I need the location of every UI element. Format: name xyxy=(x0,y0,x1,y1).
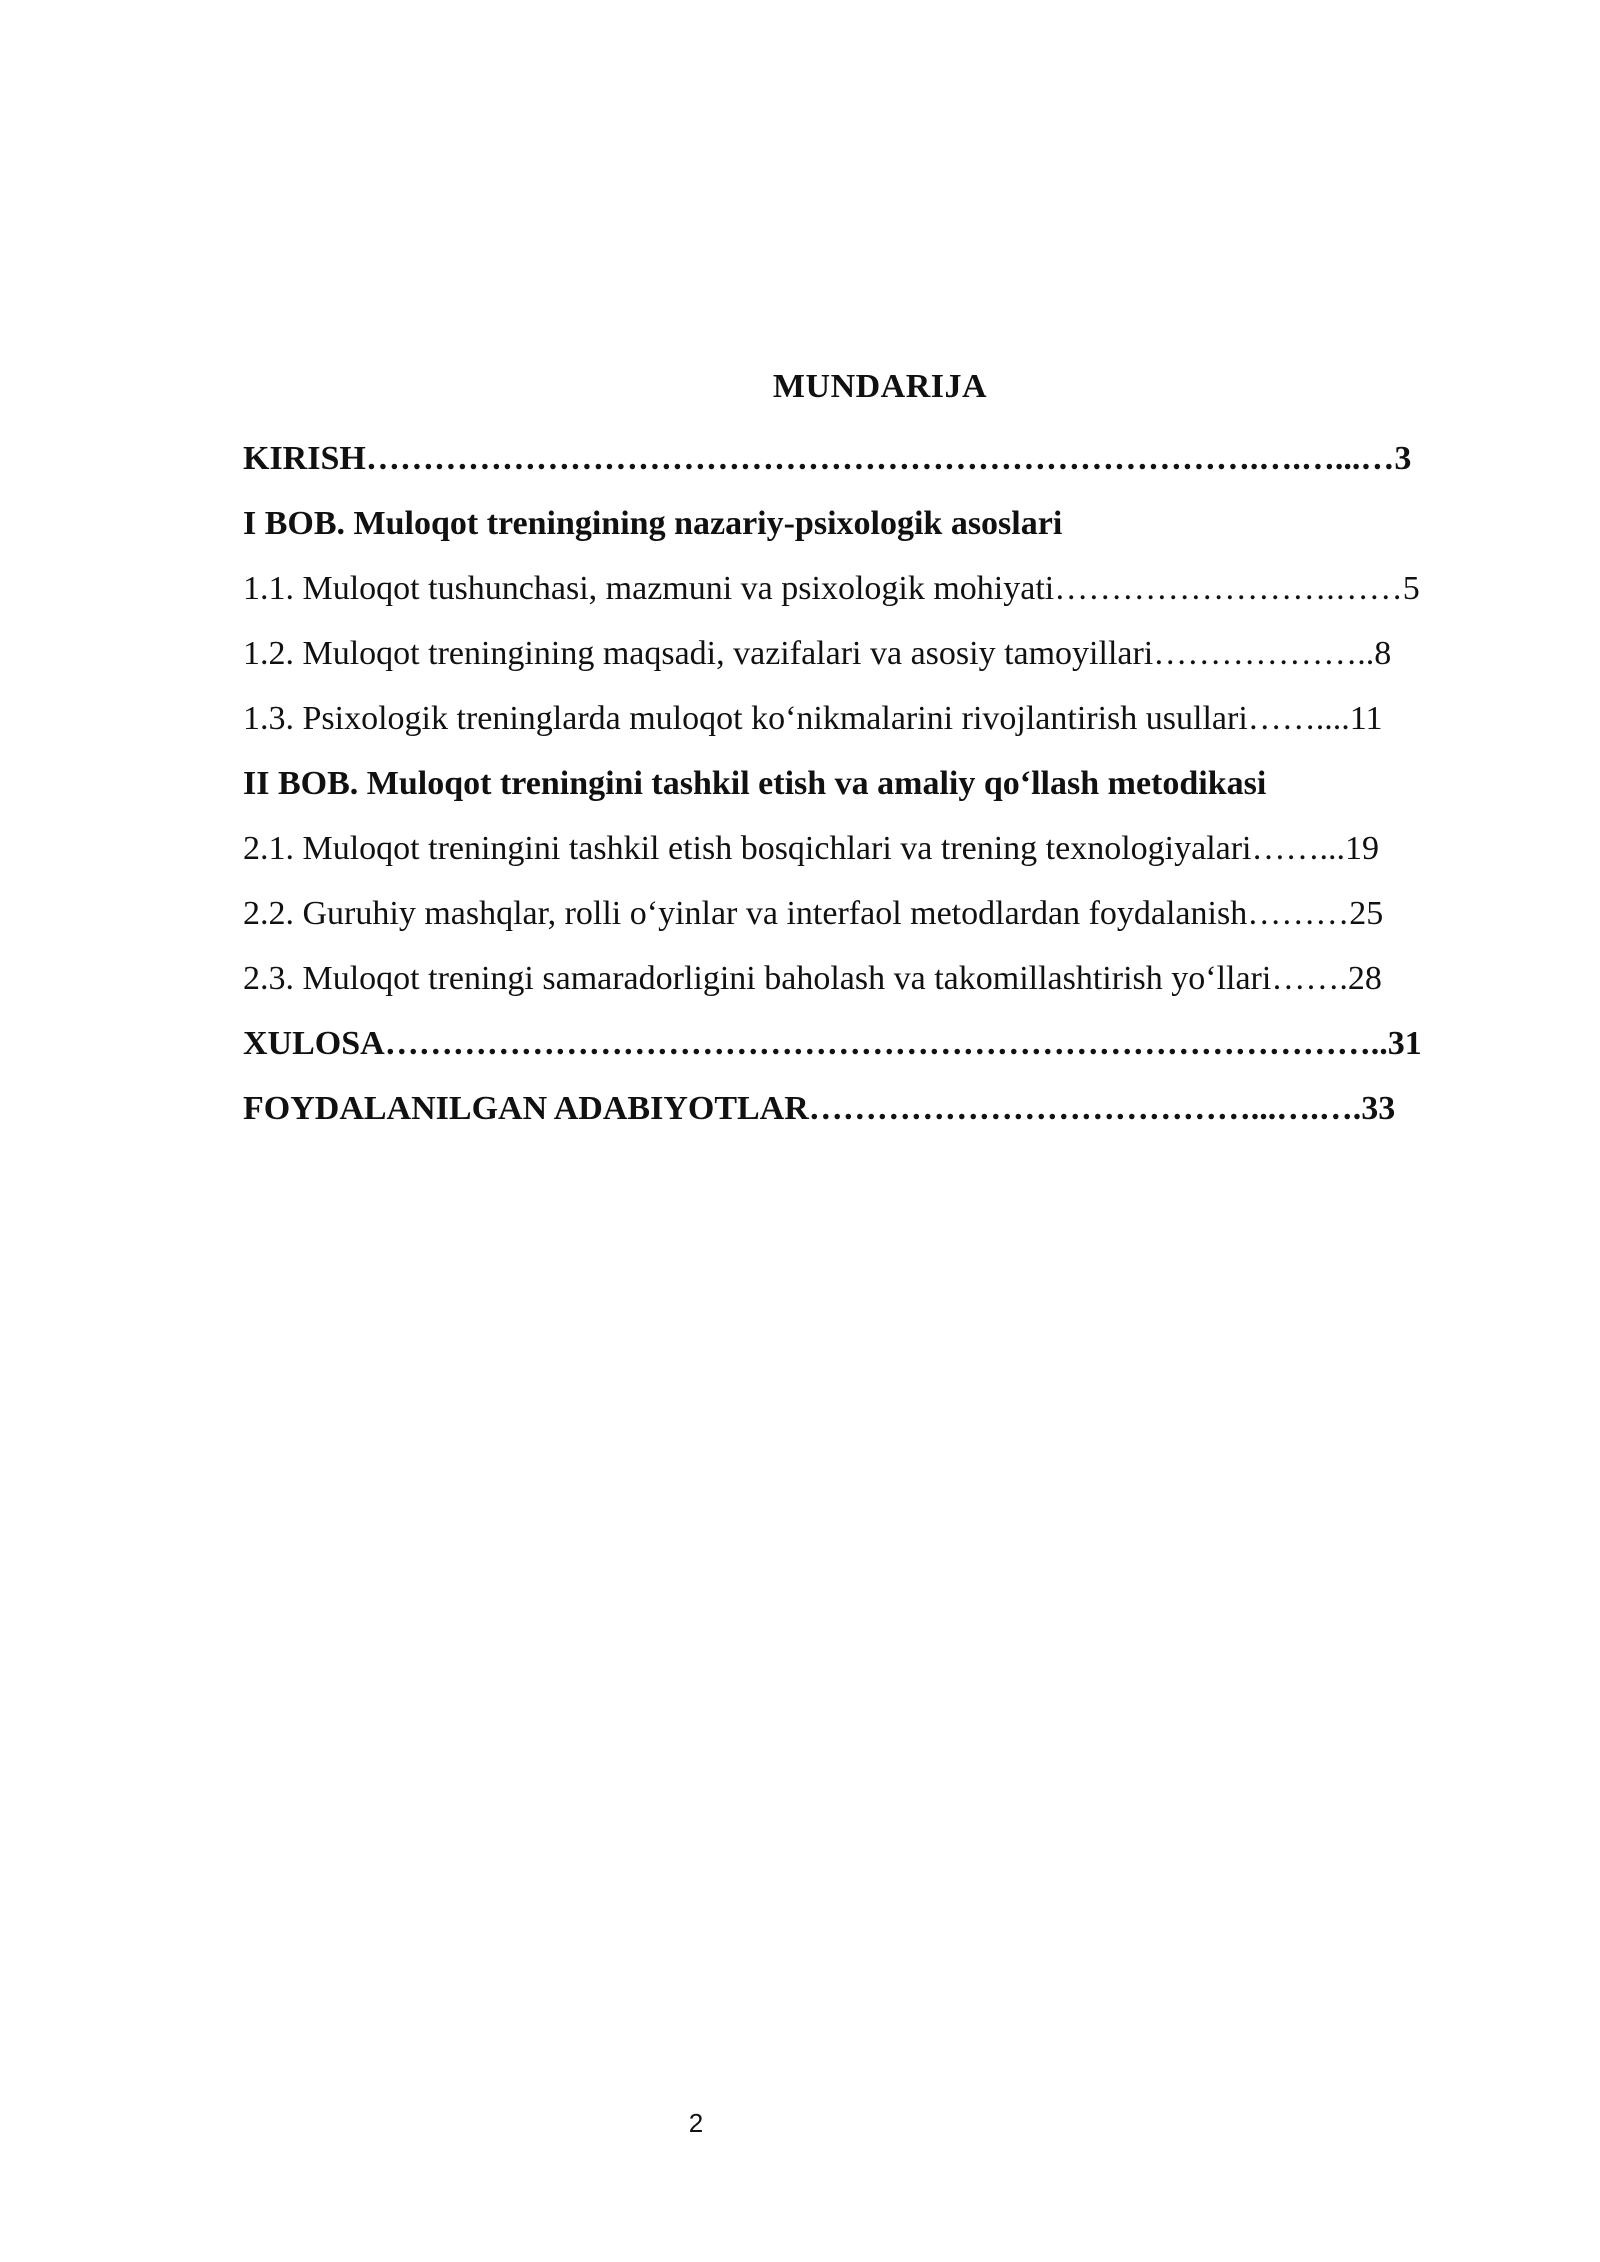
toc-chapter-1: I BOB. Muloqot treningining nazariy-psixologik asoslari xyxy=(243,505,1063,542)
toc-entry-adabiyotlar: FOYDALANILGAN ADABIYOTLAR…………………………………...….….33 xyxy=(243,1090,1396,1127)
toc-title: MUNDARIJA xyxy=(772,368,988,405)
toc-entry-2-1: 2.1. Muloqot treningini tashkil etish bosqichlari va trening texnologiyalari……...19 xyxy=(243,830,1379,867)
toc-entry-xulosa: XULOSA……………………………………………………………………………..31 xyxy=(243,1025,1422,1062)
toc-entry-2-2: 2.2. Guruhiy mashqlar, rolli o‘yinlar va interfaol metodlardan foydalanish………25 xyxy=(243,895,1384,932)
page-number: 2 xyxy=(688,2108,704,2138)
toc-entry-2-3: 2.3. Muloqot treningi samaradorligini baholash va takomillashtirish yo‘llari…….28 xyxy=(243,960,1382,997)
toc-chapter-2: II BOB. Muloqot treningini tashkil etish va amaliy qo‘llash metodikasi xyxy=(243,765,1267,802)
toc-entry-1-3: 1.3. Psixologik treninglarda muloqot ko‘nikmalarini rivojlantirish usullari……....11 xyxy=(243,700,1383,737)
table-of-contents xyxy=(243,432,1523,1147)
toc-entry-1-1: 1.1. Muloqot tushunchasi, mazmuni va psixologik mohiyati…………………….……5 xyxy=(243,570,1420,607)
toc-entry-1-2: 1.2. Muloqot treningining maqsadi, vazifalari va asosiy tamoyillari………………..8 xyxy=(243,635,1392,672)
toc-entry-kirish: KIRISH…………………………………………………………………….….…...…3 xyxy=(243,440,1412,477)
